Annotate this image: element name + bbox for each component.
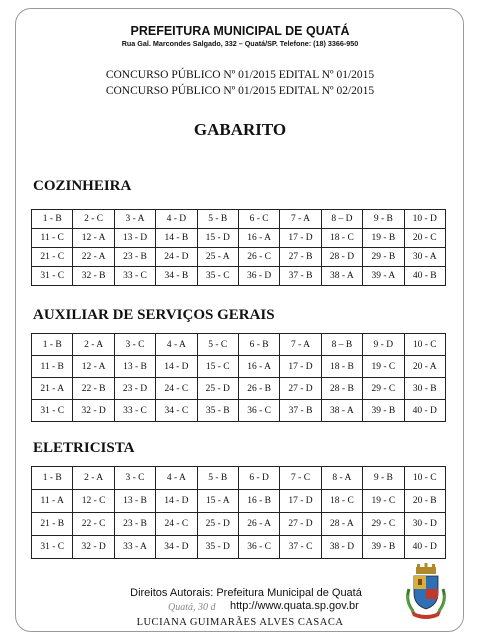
answer-cell: 30 - B bbox=[404, 378, 445, 400]
answer-cell: 17 - D bbox=[280, 356, 321, 378]
answer-cell: 4 - D bbox=[156, 210, 197, 229]
answer-cell: 35 - B bbox=[197, 400, 238, 422]
answer-cell: 36 - C bbox=[238, 400, 279, 422]
answer-cell: 33 - C bbox=[114, 267, 155, 286]
answer-cell: 19 - C bbox=[363, 356, 404, 378]
answer-row bbox=[32, 356, 446, 378]
answer-cell: 34 - C bbox=[156, 400, 197, 422]
answer-cell: 29 - C bbox=[363, 513, 404, 536]
answer-cell: 31 - C bbox=[32, 267, 73, 286]
answer-cell: 1 - B bbox=[32, 210, 73, 229]
answer-cell: 16 - A bbox=[238, 229, 279, 248]
answer-cell: 13 - D bbox=[114, 229, 155, 248]
answer-cell: 1 - B bbox=[32, 467, 73, 490]
answer-cell: 31 - C bbox=[32, 536, 73, 559]
answer-cell: 39 - A bbox=[363, 267, 404, 286]
answer-cell: 6 - D bbox=[238, 467, 279, 490]
answer-cell: 38 - A bbox=[321, 400, 362, 422]
answer-cell: 26 - A bbox=[238, 513, 279, 536]
answer-cell: 28 - D bbox=[321, 248, 362, 267]
answer-cell: 38 - D bbox=[321, 536, 362, 559]
answer-cell: 15 - D bbox=[197, 229, 238, 248]
header bbox=[0, 24, 480, 49]
answer-cell: 35 - C bbox=[197, 267, 238, 286]
answer-cell: 36 - C bbox=[238, 536, 279, 559]
answer-cell: 35 - D bbox=[197, 536, 238, 559]
answer-row bbox=[32, 210, 446, 229]
section-title-eletricista: ELETRICISTA bbox=[33, 440, 135, 456]
answer-table-auxiliar bbox=[31, 333, 446, 422]
answer-cell: 29 - C bbox=[363, 378, 404, 400]
answer-cell: 11 - A bbox=[32, 490, 73, 513]
answer-cell: 5 - C bbox=[197, 334, 238, 356]
answer-cell: 10 - C bbox=[404, 334, 445, 356]
answer-cell: 2 - A bbox=[73, 334, 114, 356]
answer-cell: 11 - B bbox=[32, 356, 73, 378]
answer-cell: 8 - A bbox=[321, 467, 362, 490]
city-date-text: Quatá, 30 d bbox=[168, 602, 216, 613]
answer-cell: 21 - C bbox=[32, 248, 73, 267]
answer-cell: 2 - A bbox=[73, 467, 114, 490]
answer-cell: 10 - C bbox=[404, 467, 445, 490]
answer-cell: 9 - D bbox=[363, 334, 404, 356]
concurso-lines bbox=[0, 67, 480, 99]
answer-cell: 18 - C bbox=[321, 490, 362, 513]
answer-cell: 12 - A bbox=[73, 356, 114, 378]
answer-cell: 26 - C bbox=[238, 248, 279, 267]
answer-cell: 15 - C bbox=[197, 356, 238, 378]
answer-cell: 3 - C bbox=[114, 467, 155, 490]
answer-cell: 24 - C bbox=[156, 378, 197, 400]
answer-cell: 6 - C bbox=[238, 210, 279, 229]
answer-cell: 10 - D bbox=[404, 210, 445, 229]
answer-cell: 25 - A bbox=[197, 248, 238, 267]
answer-cell: 13 - B bbox=[114, 356, 155, 378]
answer-cell: 30 - D bbox=[404, 513, 445, 536]
copyright-text: Direitos Autorais: Prefeitura Municipal de Quatá bbox=[130, 587, 362, 599]
answer-cell: 17 - D bbox=[280, 490, 321, 513]
coat-of-arms-icon bbox=[403, 561, 449, 621]
answer-cell: 27 - D bbox=[280, 378, 321, 400]
answer-cell: 9 - B bbox=[363, 467, 404, 490]
answer-cell: 40 - D bbox=[404, 400, 445, 422]
answer-row bbox=[32, 334, 446, 356]
answer-cell: 7 - A bbox=[280, 210, 321, 229]
prefeitura-title: PREFEITURA MUNICIPAL DE QUATÁ bbox=[130, 24, 350, 38]
answer-cell: 32 - D bbox=[73, 536, 114, 559]
answer-cell: 34 - D bbox=[156, 536, 197, 559]
answer-cell: 28 - A bbox=[321, 513, 362, 536]
answer-cell: 37 - B bbox=[280, 267, 321, 286]
answer-cell: 22 - B bbox=[73, 378, 114, 400]
answer-row bbox=[32, 513, 446, 536]
answer-cell: 12 - C bbox=[73, 490, 114, 513]
answer-cell: 37 - B bbox=[280, 400, 321, 422]
answer-cell: 32 - B bbox=[73, 267, 114, 286]
concurso-line-2: CONCURSO PÚBLICO Nº 01/2015 EDITAL Nº 02/2015 bbox=[105, 85, 375, 97]
answer-cell: 16 - B bbox=[238, 490, 279, 513]
answer-cell: 8 – D bbox=[321, 210, 362, 229]
answer-cell: 23 - B bbox=[114, 248, 155, 267]
answer-cell: 11 - C bbox=[32, 229, 73, 248]
answer-cell: 40 - D bbox=[404, 536, 445, 559]
gabarito-heading: GABARITO bbox=[193, 120, 287, 139]
answer-cell: 33 - C bbox=[114, 400, 155, 422]
answer-cell: 21 - B bbox=[32, 513, 73, 536]
answer-cell: 19 - B bbox=[363, 229, 404, 248]
answer-cell: 36 - D bbox=[238, 267, 279, 286]
answer-row bbox=[32, 229, 446, 248]
answer-cell: 24 - C bbox=[156, 513, 197, 536]
answer-row bbox=[32, 248, 446, 267]
answer-row bbox=[32, 536, 446, 559]
answer-cell: 32 - D bbox=[73, 400, 114, 422]
answer-cell: 24 - D bbox=[156, 248, 197, 267]
answer-cell: 14 - D bbox=[156, 490, 197, 513]
answer-cell: 16 - A bbox=[238, 356, 279, 378]
answer-cell: 18 - B bbox=[321, 356, 362, 378]
prefeitura-address: Rua Gal. Marcondes Salgado, 332 – Quatá/SP. Telefone: (18) 3366-950 bbox=[121, 39, 359, 48]
answer-cell: 39 - B bbox=[363, 536, 404, 559]
answer-cell: 21 - A bbox=[32, 378, 73, 400]
answer-cell: 5 - B bbox=[197, 210, 238, 229]
answer-row bbox=[32, 267, 446, 286]
signatory-name: LUCIANA GUIMARÃES ALVES CASACA bbox=[136, 617, 344, 628]
answer-row bbox=[32, 467, 446, 490]
answer-cell: 8 – B bbox=[321, 334, 362, 356]
answer-cell: 4 - A bbox=[156, 467, 197, 490]
answer-row bbox=[32, 400, 446, 422]
answer-cell: 23 - B bbox=[114, 513, 155, 536]
answer-cell: 14 - D bbox=[156, 356, 197, 378]
answer-cell: 40 - B bbox=[404, 267, 445, 286]
answer-cell: 3 - A bbox=[114, 210, 155, 229]
answer-cell: 30 - A bbox=[404, 248, 445, 267]
answer-cell: 27 - D bbox=[280, 513, 321, 536]
answer-cell: 1 - B bbox=[32, 334, 73, 356]
answer-cell: 28 - B bbox=[321, 378, 362, 400]
answer-cell: 18 - C bbox=[321, 229, 362, 248]
answer-cell: 20 - A bbox=[404, 356, 445, 378]
answer-cell: 15 - A bbox=[197, 490, 238, 513]
answer-cell: 17 - D bbox=[280, 229, 321, 248]
answer-cell: 29 - B bbox=[363, 248, 404, 267]
answer-cell: 9 - B bbox=[363, 210, 404, 229]
answer-cell: 33 - A bbox=[114, 536, 155, 559]
answer-table-cozinheira bbox=[31, 209, 446, 286]
answer-cell: 27 - B bbox=[280, 248, 321, 267]
section-title-auxiliar: AUXILIAR DE SERVIÇOS GERAIS bbox=[33, 307, 275, 323]
answer-cell: 20 - B bbox=[404, 490, 445, 513]
answer-cell: 22 - C bbox=[73, 513, 114, 536]
answer-cell: 34 - B bbox=[156, 267, 197, 286]
answer-cell: 4 - A bbox=[156, 334, 197, 356]
answer-cell: 7 - A bbox=[280, 334, 321, 356]
answer-row bbox=[32, 490, 446, 513]
answer-cell: 7 - C bbox=[280, 467, 321, 490]
answer-cell: 3 - C bbox=[114, 334, 155, 356]
section-title-cozinheira: COZINHEIRA bbox=[33, 178, 132, 194]
answer-cell: 19 - C bbox=[363, 490, 404, 513]
concurso-line-1: CONCURSO PÚBLICO Nº 01/2015 EDITAL Nº 01/2015 bbox=[105, 69, 375, 81]
answer-cell: 5 - B bbox=[197, 467, 238, 490]
answer-cell: 22 - A bbox=[73, 248, 114, 267]
answer-cell: 13 - B bbox=[114, 490, 155, 513]
answer-cell: 26 - B bbox=[238, 378, 279, 400]
answer-cell: 20 - C bbox=[404, 229, 445, 248]
answer-row bbox=[32, 378, 446, 400]
answer-cell: 25 - D bbox=[197, 378, 238, 400]
answer-cell: 38 - A bbox=[321, 267, 362, 286]
answer-cell: 25 - D bbox=[197, 513, 238, 536]
answer-table-eletricista bbox=[31, 466, 446, 559]
answer-cell: 23 - D bbox=[114, 378, 155, 400]
answer-cell: 31 - C bbox=[32, 400, 73, 422]
website-link[interactable]: http://www.quata.sp.gov.br bbox=[230, 600, 359, 612]
answer-cell: 2 - C bbox=[73, 210, 114, 229]
answer-cell: 6 - B bbox=[238, 334, 279, 356]
answer-cell: 37 - C bbox=[280, 536, 321, 559]
answer-cell: 39 - B bbox=[363, 400, 404, 422]
answer-cell: 12 - A bbox=[73, 229, 114, 248]
answer-cell: 14 - B bbox=[156, 229, 197, 248]
